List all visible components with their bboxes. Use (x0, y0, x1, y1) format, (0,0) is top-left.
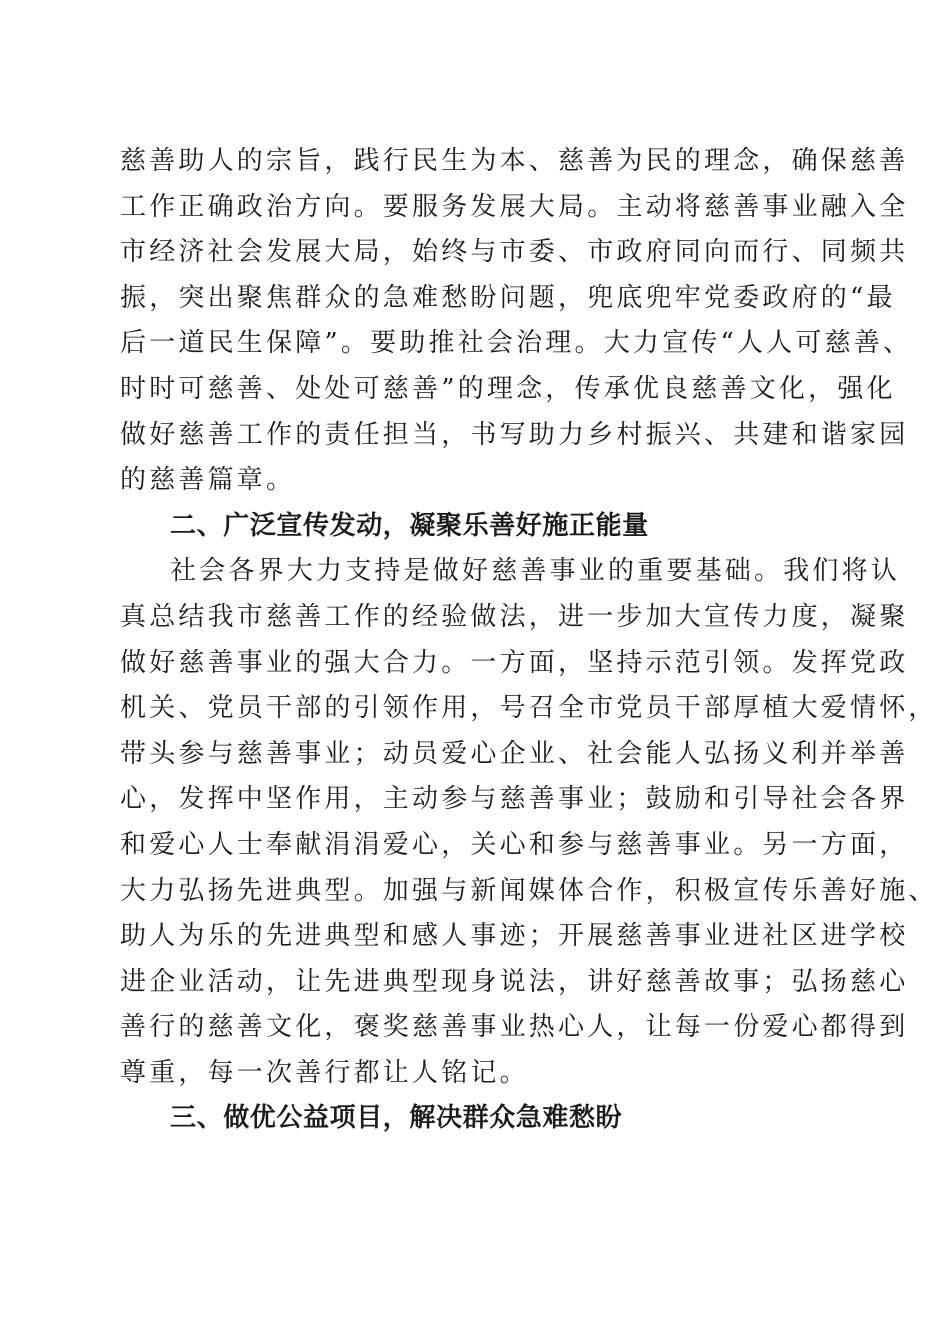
paragraph-1-line-1: 慈善助人的宗旨，践行民生为本、慈善为民的理念，确保慈善 (120, 146, 909, 176)
paragraph-1-line-6: 时时可慈善、处处可慈善”的理念，传承优良慈善文化，强化 (120, 373, 896, 404)
paragraph-1-line-4: 振，突出聚焦群众的急难愁盼问题，兜底兜牢党委政府的“最 (120, 282, 896, 313)
paragraph-2-line-12: 尊重，每一次善行都让人铭记。 (120, 1057, 529, 1088)
paragraph-2-line-6: 心，发挥中坚作用，主动参与慈善事业；鼓励和引导社会各界 (120, 784, 909, 815)
paragraph-2-line-8: 大力弘扬先进典型。加强与新闻媒体合作，积极宣传乐善好施、 (120, 875, 938, 906)
paragraph-1-line-5: 后一道民生保障”。要助推社会治理。大力宣传“人人可慈善、 (120, 328, 913, 359)
paragraph-2-line-7: 和爱心人士奉献涓涓爱心，关心和参与慈善事业。另一方面， (120, 829, 909, 860)
paragraph-1-line-2: 工作正确政治方向。要服务发展大局。主动将慈善事业融入全 (120, 191, 909, 222)
paragraph-2-line-1: 社会各界大力支持是做好慈善事业的重要基础。我们将认 (170, 556, 901, 587)
paragraph-2-line-11: 善行的慈善文化，褒奖慈善事业热心人，让每一份爱心都得到 (120, 1012, 909, 1043)
paragraph-2-line-4: 机关、党员干部的引领作用，号召全市党员干部厚植大爱情怀， (120, 693, 938, 724)
document-body (120, 139, 938, 1142)
section-heading-3: 三、做优公益项目，解决群众急难愁盼 (170, 1103, 623, 1134)
paragraph-1-line-7: 做好慈善工作的责任担当，书写助力乡村振兴、共建和谐家园 (120, 419, 909, 450)
paragraph-2-line-9: 助人为乐的先进典型和感人事迹；开展慈善事业进社区进学校 (120, 921, 909, 952)
paragraph-2-line-3: 做好慈善事业的强大合力。一方面，坚持示范引领。发挥党政 (120, 647, 909, 678)
paragraph-1-line-3: 市经济社会发展大局，始终与市委、市政府同向而行、同频共 (120, 237, 909, 268)
paragraph-2-line-10: 进企业活动，让先进典型现身说法，讲好慈善故事；弘扬慈心 (120, 966, 909, 997)
paragraph-2-line-2: 真总结我市慈善工作的经验做法，进一步加大宣传力度，凝聚 (120, 601, 909, 632)
paragraph-2-line-5: 带头参与慈善事业；动员爱心企业、社会能人弘扬义利并举善 (120, 738, 909, 769)
paragraph-1-line-8: 的慈善篇章。 (120, 465, 296, 496)
section-heading-2: 二、广泛宣传发动，凝聚乐善好施正能量 (170, 510, 649, 541)
